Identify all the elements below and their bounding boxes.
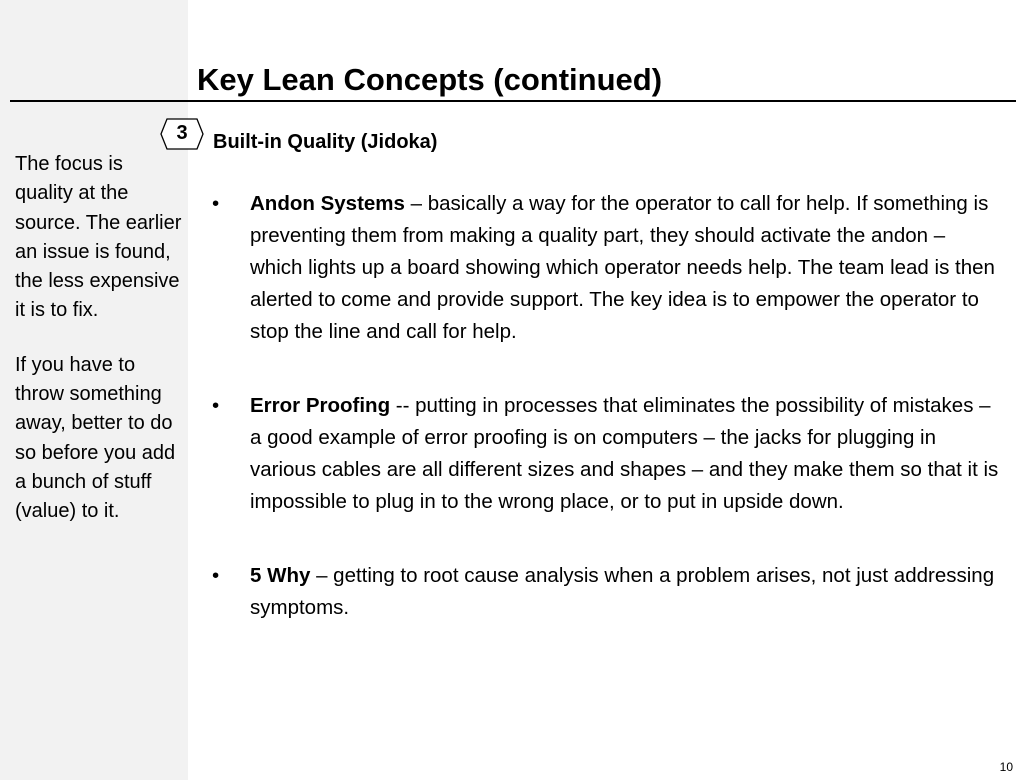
slide-title: Key Lean Concepts (continued): [197, 62, 663, 97]
sidebar-note: The focus is quality at the source. The earlier an issue is found, the less expensive it is to fix.: [15, 153, 182, 322]
section-heading: Built-in Quality (Jidoka): [213, 131, 438, 153]
bullet-term: 5 Why: [250, 564, 311, 587]
page-number: 10: [999, 760, 1013, 774]
bullet-icon: •: [212, 192, 220, 215]
bullet-icon: •: [212, 564, 220, 587]
title-divider: [10, 100, 1016, 102]
list-item: [210, 390, 1000, 518]
sidebar-notes: [15, 150, 185, 552]
bullet-description: -- putting in processes that eliminates the possibility of mistakes – a good example of error proofing is on computers – the jacks for plugging in various cables are all different sizes and shapes – and they make them so that it is impossible to plug in to the wrong place, or to put in upside down.: [250, 394, 999, 513]
bullet-term: Andon Systems: [250, 192, 405, 215]
step-number: 3: [176, 122, 188, 144]
step-number-badge: [160, 117, 204, 151]
list-item: [210, 560, 1000, 624]
list-item: [210, 188, 1000, 348]
bullet-icon: •: [212, 394, 220, 417]
concept-list: [210, 188, 1000, 666]
bullet-description: – basically a way for the operator to call for help. If something is preventing them from making a quality part, they should activate the andon – which lights up a board showing which operator needs help. The team lead is then alerted to come and provide support. The key idea is to empower the operator to stop the line and call for help.: [250, 192, 995, 343]
sidebar-note: If you have to throw something away, better to do so before you add a bunch of stuff (value) to it.: [15, 353, 176, 523]
bullet-description: – getting to root cause analysis when a problem arises, not just addressing symptoms.: [250, 564, 995, 619]
bullet-term: Error Proofing: [250, 394, 391, 417]
